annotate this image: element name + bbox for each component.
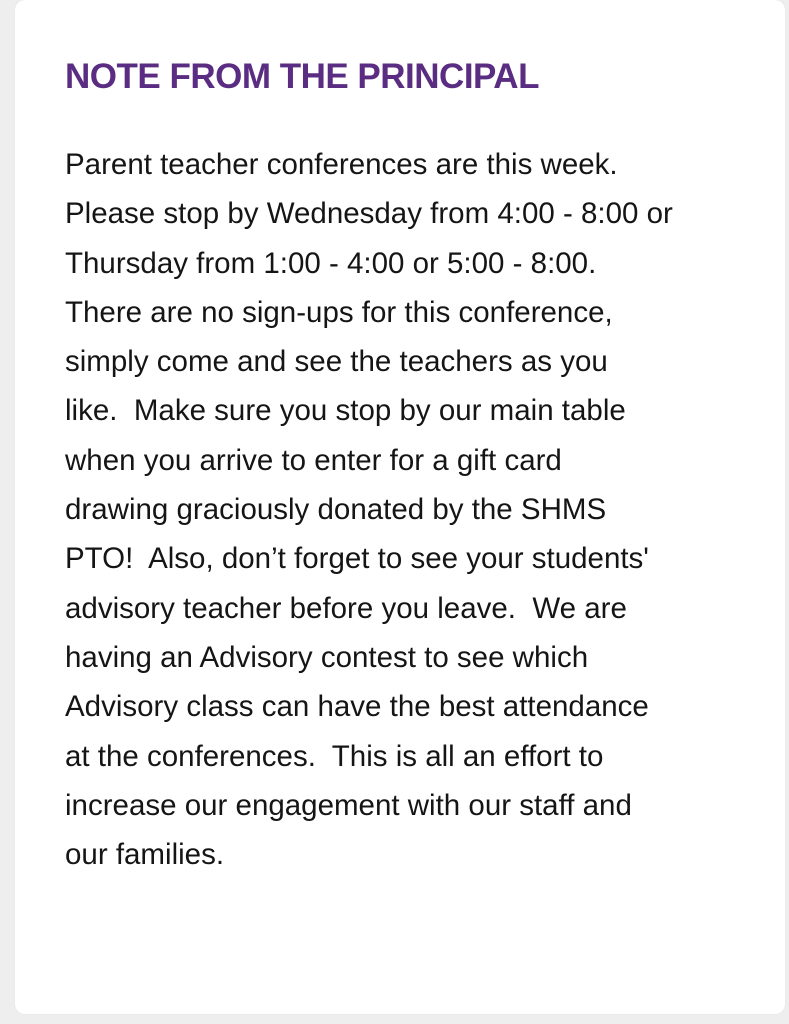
note-line: Parent teacher conferences are this week.	[65, 148, 618, 181]
principal-note-card	[15, 0, 785, 1014]
note-line: like. Make sure you stop by our main table	[65, 394, 626, 428]
note-line: advisory teacher before you leave. We are	[65, 591, 627, 625]
note-line: increase our engagement with our staff and	[65, 788, 632, 822]
note-line: simply come and see the teachers as you	[65, 345, 608, 379]
note-line: There are no sign-ups for this conference,	[65, 295, 613, 329]
note-line: Advisory class can have the best attendance	[65, 690, 649, 724]
note-line: when you arrive to enter for a gift card	[65, 443, 562, 477]
note-title: NOTE FROM THE PRINCIPAL	[65, 57, 539, 96]
note-line: Thursday from 1:00 - 4:00 or 5:00 - 8:00.	[65, 246, 597, 280]
note-line: our families.	[65, 838, 225, 872]
note-line: at the conferences. This is all an effort to	[65, 739, 604, 773]
note-line: having an Advisory contest to see which	[65, 640, 589, 674]
note-line: drawing graciously donated by the SHMS	[65, 493, 607, 527]
note-line: Please stop by Wednesday from 4:00 - 8:00 or	[65, 197, 673, 231]
note-line: PTO! Also, don’t forget to see your students'	[65, 542, 649, 576]
note-body	[65, 140, 765, 879]
